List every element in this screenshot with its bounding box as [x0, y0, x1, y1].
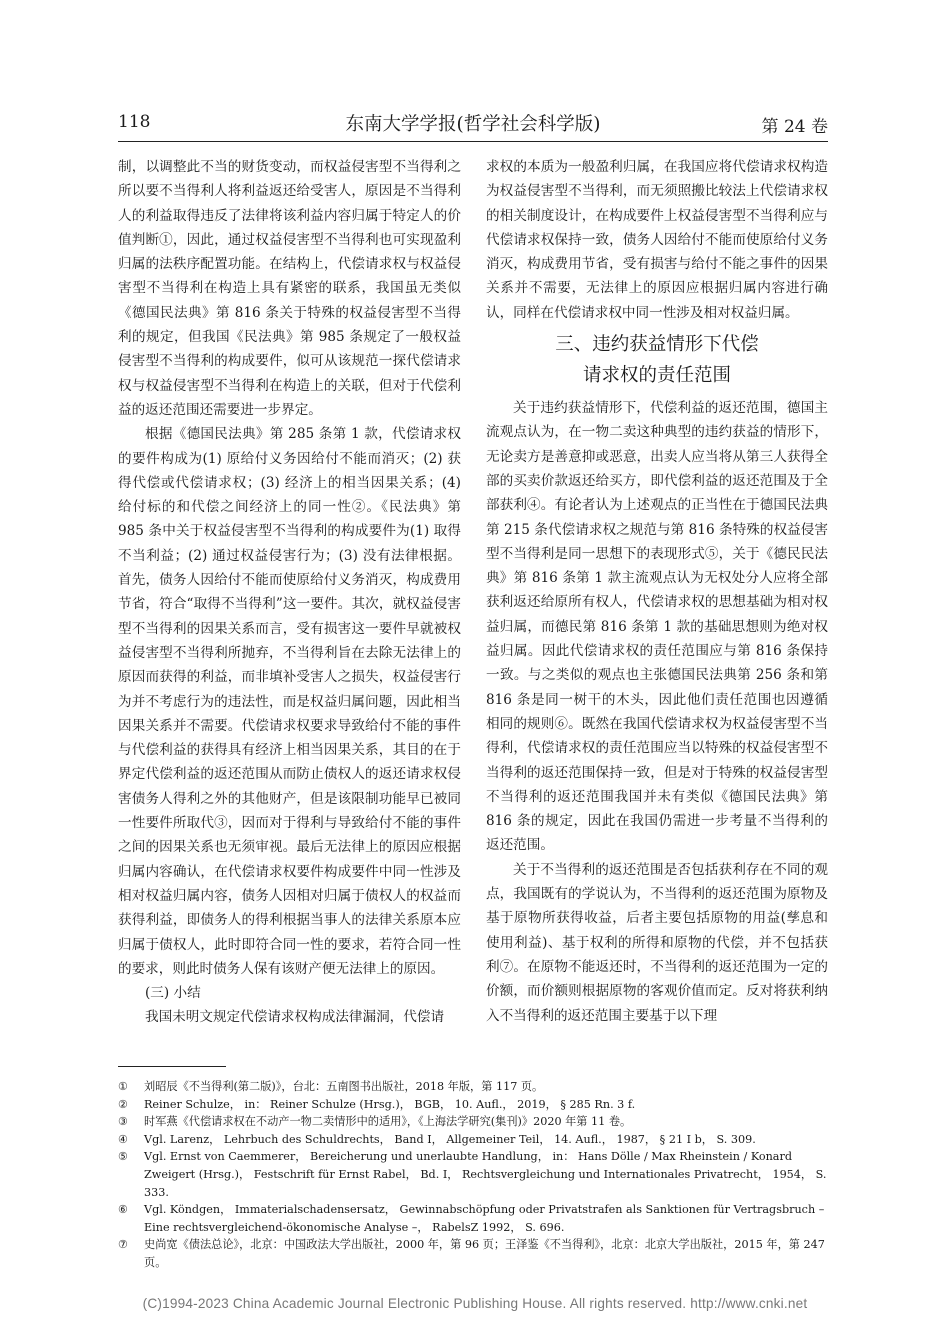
footnote-mark: ⑤	[118, 1150, 129, 1164]
left-column	[118, 155, 461, 1030]
footnote	[118, 1201, 830, 1236]
footnote-rule	[118, 1066, 226, 1067]
header-rule	[118, 141, 828, 142]
left-paragraph-3: 我国未明文规定代偿请求权构成法律漏洞，代偿请	[145, 1009, 445, 1026]
footnote	[118, 1236, 830, 1271]
footnote-text: Vgl. Köndgen， Immaterialschadensersatz， Gewinnabschöpfung oder Privatstrafen als Sanktionen für Vertragsbruch – Eine rechtsvergleichend-ökonomische Analyse –， RabelsZ 1992， S. 696.	[144, 1203, 825, 1234]
footnote-mark: ②	[118, 1097, 129, 1111]
footnote-mark: ①	[118, 1080, 129, 1093]
volume-label: 第 24 卷	[761, 117, 828, 137]
footnote-text: 时军燕《代偿请求权在不动产一物二卖情形中的适用》，《上海法学研究(集刊)》2020 年第 11 卷。	[144, 1115, 632, 1129]
right-paragraph-3: 关于不当得利的返还范围是否包括获利存在不同的观点，我国既有的学说认为，不当得利的返还范围为原物及基于原物所获得收益，后者主要包括原物的用益(孳息和使用利益)、基于权利的所得和原物的代偿，并不包括获利⑦。在原物不能返还时，不当得利的返还范围为一定的价额，而价额则根据原物的客观价值而定。反对将获利纳入不当得利的返还范围主要基于以下理	[486, 861, 828, 1024]
footnote-text: 刘昭辰《不当得利(第二版)》，台北：五南图书出版社，2018 年版，第 117 页。	[144, 1080, 544, 1093]
footnote	[118, 1148, 830, 1201]
footnote-text: Vgl. Ernst von Caemmerer， Bereicherung und unerlaubte Handlung， in： Hans Dölle / Max Rheinstein / Konard Zweigert (Hrsg.)， Festschrift für Ernst Rabel， Bd. I， Rechtsvergleichung und Internationales Privatrecht， 1954， S. 333.	[144, 1150, 827, 1199]
footnote-text: 史尚宽《债法总论》，北京：中国政法大学出版社，2000 年，第 96 页；王泽鉴《不当得利》，北京：北京大学出版社，2015 年，第 247 页。	[144, 1238, 825, 1269]
footnote-mark: ⑦	[118, 1238, 129, 1252]
footnote	[118, 1131, 830, 1149]
running-header	[118, 110, 828, 140]
footnote-mark: ④	[118, 1132, 129, 1146]
copyright-footer: (C)1994-2023 China Academic Journal Electronic Publishing House. All rights reserved. http://www.cnki.net	[142, 1296, 808, 1311]
footnotes	[118, 1078, 830, 1272]
journal-title: 东南大学学报(哲学社会科学版)	[345, 114, 601, 135]
subsection-heading: (三) 小结	[145, 985, 201, 1002]
footnote-text: Reiner Schulze， in： Reiner Schulze (Hrsg.)， BGB， 10. Aufl.， 2019， § 285 Rn. 3 f.	[144, 1097, 636, 1111]
footnote	[118, 1078, 830, 1096]
section-heading-line-1: 三、违约获益情形下代偿	[555, 334, 759, 356]
footnote-mark: ③	[118, 1115, 129, 1129]
left-paragraph-1: 制，以调整此不当的财货变动，而权益侵害型不当得利之所以要不当得利人将利益返还给受害人，原因是不当得利人的利益取得违反了法律将该利益内容归属于特定人的价值判断①，因此，通过权益侵害型不当得利也可实现盈利归属的法秩序配置功能。在结构上，代偿请求权与权益侵害型不当得利在构造上具有紧密的联系，我国虽无类似《德国民法典》第 816 条关于特殊的权益侵害型不当得利的规定，但我国《民法典》第 985 条规定了一般权益侵害型不当得利的构成要件，似可从该规范一探代偿请求权与权益侵害型不当得利在构造上的关联，但对于代偿利益的返还范围还需要进一步界定。	[118, 159, 461, 418]
page-number: 118	[118, 112, 151, 132]
section-heading-line-2: 请求权的责任范围	[582, 365, 731, 387]
footnote-mark: ⑥	[118, 1203, 129, 1217]
right-column	[486, 155, 828, 1028]
left-paragraph-2: 根据《德国民法典》第 285 条第 1 款，代偿请求权的要件构成为(1) 原给付义务因给付不能而消灭；(2) 获得代偿或代偿请求权；(3) 经济上的相当因果关系；(4) 给付标的和代偿之间经济上的同一性②。《民法典》第 985 条中关于权益侵害型不当得利的构成要件为(1) 取得不当利益；(2) 通过权益侵害行为；(3) 没有法律根据。首先，债务人因给付不能而使原给付义务消灭，构成费用节省，符合“取得不当得利”这一要件。其次，就权益侵害型不当得利的因果关系而言，受有损害这一要件早就被权益侵害型不当得利所抛弃，不当得利旨在去除无法律上的原因而获得的利益，而非填补受害人之损失，权益侵害行为并不考虑行为的违法性，而是权益归属问题，因此相当因果关系并不需要。代偿请求权要求导致给付不能的事件与代偿利益的获得具有经济上相当因果关系，其目的在于界定代偿利益的返还范围从而防止债权人的返还请求权侵害债务人得利之外的其他财产，但是该限制功能早已被同一性要件所取代③，因而对于得利与导致给付不能的事件之间的因果关系也无须审视。最后无法律上的原因应根据归属内容确认，在代偿请求权要件构成要件中同一性涉及相对权益归属内容，债务人因相对归属于债权人的权益而获得利益，即债务人的得利根据当事人的法律关系原本应归属于债权人，此时即符合同一性的要求，若符合同一性的要求，则此时债务人保有该财产便无法律上的原因。	[118, 426, 461, 977]
footnote-text: Vgl. Larenz， Lehrbuch des Schuldrechts， Band I， Allgemeiner Teil， 14. Aufl.， 1987， § 21 I b， S. 309.	[144, 1132, 756, 1146]
footnote	[118, 1113, 830, 1131]
right-paragraph-2: 关于违约获益情形下，代偿利益的返还范围，德国主流观点认为，在一物二卖这种典型的违约获益的情形下，无论卖方是善意抑或恶意，出卖人应当将从第三人获得全部的买卖价款返还给买方，即代偿利益的返还范围及于全部获利④。有论者认为上述观点的正当性在于德国民法典第 215 条代偿请求权之规范与第 816 条特殊的权益侵害型不当得利是同一思想下的表现形式⑤，关于《德民民法典》第 816 条第 1 款主流观点认为无权处分人应将全部获利返还给原所有权人，代偿请求权的思想基础为相对权益归属，而德民第 816 条第 1 款的基础思想则为绝对权益归属。因此代偿请求权的责任范围应与第 816 条保持一致。与之类似的观点也主张德国民法典第 256 条和第 816 条是同一树干的木头，因此他们责任范围也因遵循相同的规则⑥。既然在我国代偿请求权为权益侵害型不当得利，代偿请求权的责任范围应当以特殊的权益侵害型不当得利的返还范围保持一致，但是对于特殊的权益侵害型不当得利的返还范围我国并未有类似《德国民法典》第 816 条的规定，因此在我国仍需进一步考量不当得利的返还范围。	[486, 400, 828, 854]
section-heading	[486, 329, 828, 391]
footnote	[118, 1096, 830, 1114]
right-paragraph-1: 求权的本质为一般盈利归属，在我国应将代偿请求权构造为权益侵害型不当得利，而无须照搬比较法上代偿请求权的相关制度设计，在构成要件上权益侵害型不当得利应与代偿请求权保持一致，债务人因给付不能而使原给付义务消灭，构成费用节省，受有损害与给付不能之事件的因果关系并不需要，无法律上的原因应根据归属内容进行确认，同样在代偿请求权中同一性涉及相对权益归属。	[486, 159, 828, 321]
